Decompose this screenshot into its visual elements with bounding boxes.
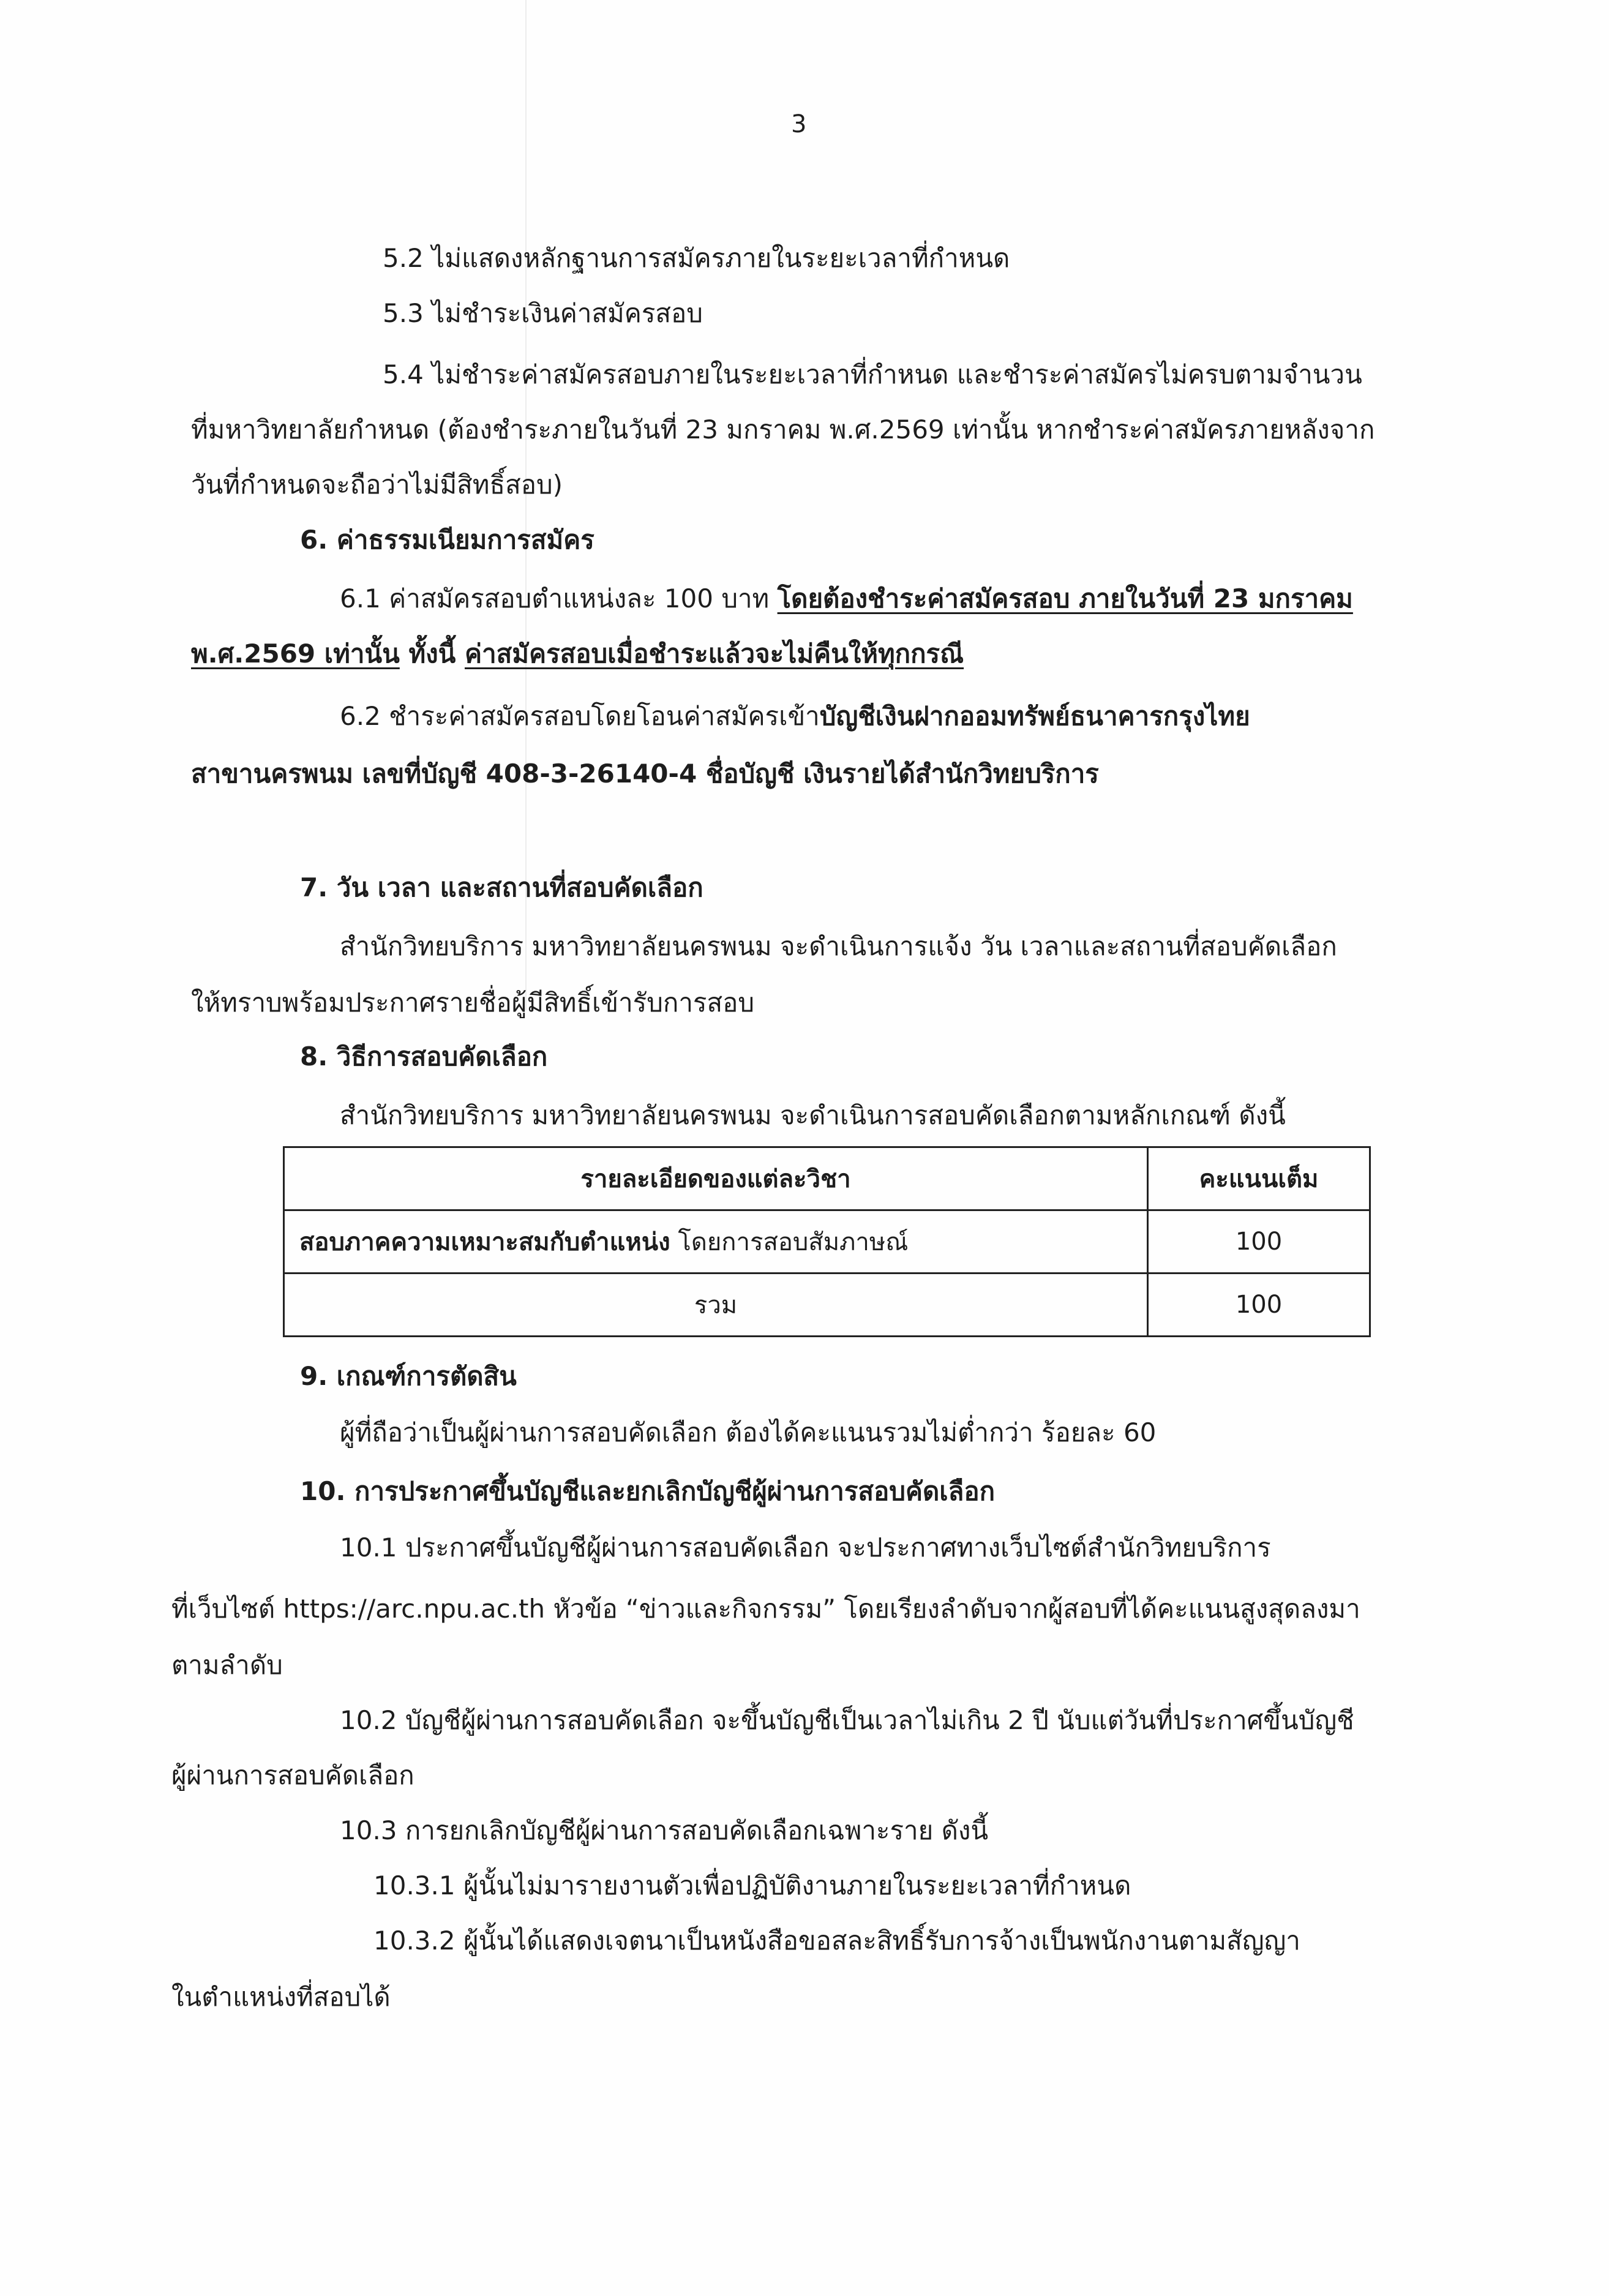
table-row bbox=[284, 1210, 1370, 1274]
transfer-text: 6.2 ชำระค่าสมัครสอบโดยโอนค่าสมัครเข้า bbox=[340, 701, 820, 731]
item-6-2-line1 bbox=[340, 698, 1250, 735]
section-7-heading: 7. วัน เวลา และสถานที่สอบคัดเลือก bbox=[300, 872, 703, 902]
page-number: 3 bbox=[791, 110, 807, 138]
table-total-label: รวม bbox=[284, 1274, 1148, 1337]
bank-account-text: บัญชีเงินฝากออมทรัพย์ธนาคารกรุงไทย bbox=[819, 701, 1250, 731]
item-10-1-line3: ตามลำดับ bbox=[171, 1650, 283, 1680]
table-header-score: คะแนนเต็ม bbox=[1148, 1147, 1370, 1210]
item-10-3-2-line2: ในตำแหน่งที่สอบได้ bbox=[171, 1982, 391, 2012]
section-8-line1: สำนักวิทยบริการ มหาวิทยาลัยนครพนม จะดำเนินการสอบคัดเลือกตามหลักเกณฑ์ ดังนี้ bbox=[340, 1100, 1286, 1130]
score-table bbox=[283, 1146, 1371, 1337]
no-refund-text: ค่าสมัครสอบเมื่อชำระแล้วจะไม่คืนให้ทุกกรณี bbox=[464, 639, 964, 669]
table-total-row bbox=[284, 1274, 1370, 1337]
item-6-2-line2: สาขานครพนม เลขที่บัญชี 408-3-26140-4 ชื่อบัญชี เงินรายได้สำนักวิทยบริการ bbox=[191, 759, 1099, 789]
table-header-row bbox=[284, 1147, 1370, 1210]
item-5-2: 5.2 ไม่แสดงหลักฐานการสมัครภายในระยะเวลาที่กำหนด bbox=[383, 243, 1010, 273]
section-9-line1: ผู้ที่ถือว่าเป็นผู้ผ่านการสอบคัดเลือก ต้องได้คะแนนรวมไม่ต่ำกว่า ร้อยละ 60 bbox=[340, 1417, 1157, 1447]
subject-method: โดยการสอบสัมภาษณ์ bbox=[670, 1228, 909, 1256]
item-10-2-line1: 10.2 บัญชีผู้ผ่านการสอบคัดเลือก จะขึ้นบัญชีเป็นเวลาไม่เกิน 2 ปี นับแต่วันที่ประกาศขึ้นบัญชี bbox=[340, 1705, 1354, 1735]
section-8-heading: 8. วิธีการสอบคัดเลือก bbox=[300, 1041, 548, 1071]
item-5-4-line2: ที่มหาวิทยาลัยกำหนด (ต้องชำระภายในวันที่ 23 มกราคม พ.ศ.2569 เท่านั้น หากชำระค่าสมัครภายหลังจาก bbox=[191, 415, 1375, 445]
section-10-heading: 10. การประกาศขึ้นบัญชีและยกเลิกบัญชีผู้ผ่านการสอบคัดเลือก bbox=[300, 1476, 996, 1506]
section-6-heading: 6. ค่าธรรมเนียมการสมัคร bbox=[300, 525, 594, 555]
item-10-1-line2: ที่เว็บไซต์ https://arc.npu.ac.th หัวข้อ “ข่าวและกิจกรรม” โดยเรียงลำดับจากผู้สอบที่ได้คะแนนสูงสุดลงมา bbox=[171, 1594, 1360, 1624]
item-5-4-line3: วันที่กำหนดจะถือว่าไม่มีสิทธิ์สอบ) bbox=[191, 470, 563, 500]
item-10-3-2-line1: 10.3.2 ผู้นั้นได้แสดงเจตนาเป็นหนังสือขอสละสิทธิ์รับการจ้างเป็นพนักงานตามสัญญา bbox=[373, 1926, 1300, 1956]
item-5-3: 5.3 ไม่ชำระเงินค่าสมัครสอบ bbox=[383, 298, 703, 328]
note-text: ทั้งนี้ bbox=[399, 639, 465, 669]
subject-name: สอบภาคความเหมาะสมกับตำแหน่ง bbox=[299, 1228, 670, 1256]
table-cell-score: 100 bbox=[1148, 1210, 1370, 1274]
table-cell-subject bbox=[284, 1210, 1148, 1274]
item-6-1-line1 bbox=[340, 580, 1353, 617]
scan-fold-line bbox=[525, 0, 527, 1010]
fee-text: 6.1 ค่าสมัครสอบตำแหน่งละ 100 บาท bbox=[340, 583, 778, 613]
item-5-4-line1: 5.4 ไม่ชำระค่าสมัครสอบภายในระยะเวลาที่กำหนด และชำระค่าสมัครไม่ครบตามจำนวน bbox=[383, 359, 1362, 389]
item-10-1-line1: 10.1 ประกาศขึ้นบัญชีผู้ผ่านการสอบคัดเลือก จะประกาศทางเว็บไซต์สำนักวิทยบริการ bbox=[340, 1533, 1271, 1563]
section-7-line2: ให้ทราบพร้อมประกาศรายชื่อผู้มีสิทธิ์เข้ารับการสอบ bbox=[191, 988, 754, 1018]
item-10-3-1: 10.3.1 ผู้นั้นไม่มารายงานตัวเพื่อปฏิบัติงานภายในระยะเวลาที่กำหนด bbox=[373, 1870, 1131, 1900]
item-10-3: 10.3 การยกเลิกบัญชีผู้ผ่านการสอบคัดเลือกเฉพาะราย ดังนี้ bbox=[340, 1815, 989, 1845]
table-total-score: 100 bbox=[1148, 1274, 1370, 1337]
item-6-1-line2 bbox=[191, 636, 964, 672]
section-9-heading: 9. เกณฑ์การตัดสิน bbox=[300, 1361, 517, 1391]
item-10-2-line2: ผู้ผ่านการสอบคัดเลือก bbox=[171, 1760, 414, 1790]
section-7-line1: สำนักวิทยบริการ มหาวิทยาลัยนครพนม จะดำเนินการแจ้ง วัน เวลาและสถานที่สอบคัดเลือก bbox=[340, 931, 1337, 961]
deadline-year-text: พ.ศ.2569 เท่านั้น bbox=[191, 639, 400, 669]
table-header-subject: รายละเอียดของแต่ละวิชา bbox=[284, 1147, 1148, 1210]
payment-deadline-text: โดยต้องชำระค่าสมัครสอบ ภายในวันที่ 23 มกราคม bbox=[777, 583, 1353, 613]
